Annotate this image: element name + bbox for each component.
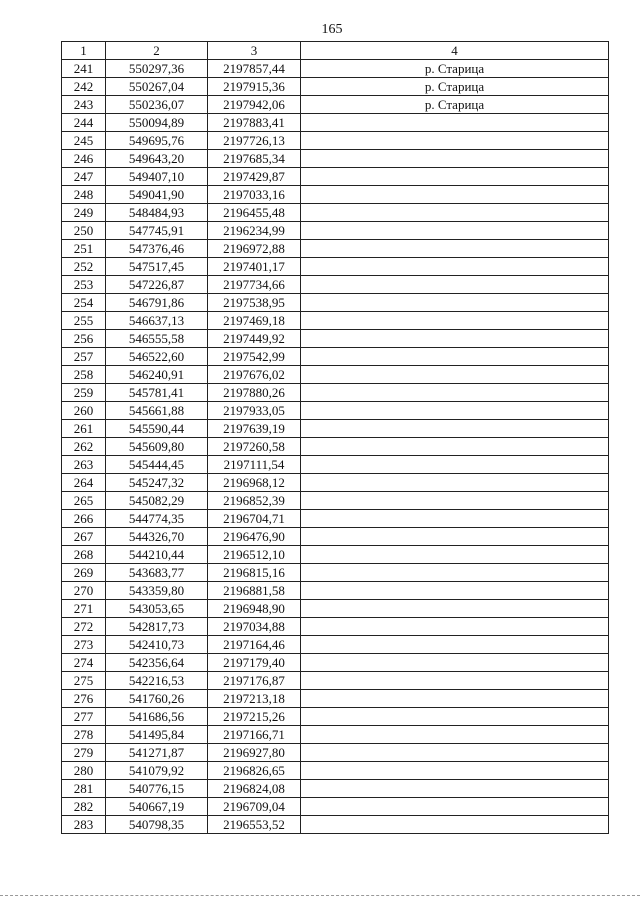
table-row xyxy=(62,654,609,672)
note-cell xyxy=(301,672,609,690)
point-number-cell: 260 xyxy=(62,402,106,420)
table-row xyxy=(62,114,609,132)
point-number-cell: 254 xyxy=(62,294,106,312)
note-cell xyxy=(301,654,609,672)
y-coordinate-cell: 2197685,34 xyxy=(208,150,301,168)
table-row xyxy=(62,726,609,744)
table-row xyxy=(62,816,609,834)
y-coordinate-cell: 2197734,66 xyxy=(208,276,301,294)
note-cell xyxy=(301,780,609,798)
table-row xyxy=(62,636,609,654)
point-number-cell: 242 xyxy=(62,78,106,96)
point-number-cell: 264 xyxy=(62,474,106,492)
table-row xyxy=(62,528,609,546)
point-number-cell: 265 xyxy=(62,492,106,510)
point-number-cell: 268 xyxy=(62,546,106,564)
x-coordinate-cell: 549041,90 xyxy=(106,186,208,204)
note-cell xyxy=(301,150,609,168)
note-cell xyxy=(301,438,609,456)
table-row xyxy=(62,276,609,294)
note-cell xyxy=(301,240,609,258)
note-cell xyxy=(301,816,609,834)
x-coordinate-cell: 550297,36 xyxy=(106,60,208,78)
table-row xyxy=(62,78,609,96)
y-coordinate-cell: 2197449,92 xyxy=(208,330,301,348)
page-number: 165 xyxy=(321,22,343,37)
y-coordinate-cell: 2197469,18 xyxy=(208,312,301,330)
point-number-cell: 258 xyxy=(62,366,106,384)
point-number-cell: 247 xyxy=(62,168,106,186)
x-coordinate-cell: 549695,76 xyxy=(106,132,208,150)
note-cell xyxy=(301,366,609,384)
table-row xyxy=(62,420,609,438)
y-coordinate-cell: 2197880,26 xyxy=(208,384,301,402)
x-coordinate-cell: 541079,92 xyxy=(106,762,208,780)
point-number-cell: 244 xyxy=(62,114,106,132)
x-coordinate-cell: 549643,20 xyxy=(106,150,208,168)
y-coordinate-cell: 2196826,65 xyxy=(208,762,301,780)
note-cell xyxy=(301,222,609,240)
y-coordinate-cell: 2197429,87 xyxy=(208,168,301,186)
y-coordinate-cell: 2196824,08 xyxy=(208,780,301,798)
y-coordinate-cell: 2197176,87 xyxy=(208,672,301,690)
point-number-cell: 273 xyxy=(62,636,106,654)
point-number-cell: 255 xyxy=(62,312,106,330)
table-row xyxy=(62,582,609,600)
point-number-cell: 241 xyxy=(62,60,106,78)
note-cell xyxy=(301,474,609,492)
point-number-cell: 270 xyxy=(62,582,106,600)
x-coordinate-cell: 546555,58 xyxy=(106,330,208,348)
y-coordinate-cell: 2197164,46 xyxy=(208,636,301,654)
table-row xyxy=(62,474,609,492)
x-coordinate-cell: 550094,89 xyxy=(106,114,208,132)
y-coordinate-cell: 2197179,40 xyxy=(208,654,301,672)
point-number-cell: 266 xyxy=(62,510,106,528)
table-row xyxy=(62,150,609,168)
point-number-cell: 245 xyxy=(62,132,106,150)
table-row xyxy=(62,438,609,456)
x-coordinate-cell: 541686,56 xyxy=(106,708,208,726)
note-cell xyxy=(301,582,609,600)
y-coordinate-cell: 2197213,18 xyxy=(208,690,301,708)
note-cell xyxy=(301,708,609,726)
x-coordinate-cell: 546791,86 xyxy=(106,294,208,312)
note-cell xyxy=(301,402,609,420)
y-coordinate-cell: 2197111,54 xyxy=(208,456,301,474)
point-number-cell: 269 xyxy=(62,564,106,582)
point-number-cell: 261 xyxy=(62,420,106,438)
table-body xyxy=(62,60,609,834)
x-coordinate-cell: 545609,80 xyxy=(106,438,208,456)
table-row xyxy=(62,456,609,474)
table-row xyxy=(62,96,609,114)
coordinates-table xyxy=(61,41,609,834)
x-coordinate-cell: 547226,87 xyxy=(106,276,208,294)
x-coordinate-cell: 545444,45 xyxy=(106,456,208,474)
y-coordinate-cell: 2197676,02 xyxy=(208,366,301,384)
x-coordinate-cell: 550267,04 xyxy=(106,78,208,96)
note-cell xyxy=(301,492,609,510)
table-row xyxy=(62,312,609,330)
column-header-4: 4 xyxy=(301,42,609,60)
table-row xyxy=(62,618,609,636)
y-coordinate-cell: 2196881,58 xyxy=(208,582,301,600)
note-cell xyxy=(301,744,609,762)
y-coordinate-cell: 2196968,12 xyxy=(208,474,301,492)
table-row xyxy=(62,672,609,690)
note-cell: р. Старица xyxy=(301,60,609,78)
note-cell xyxy=(301,114,609,132)
x-coordinate-cell: 550236,07 xyxy=(106,96,208,114)
x-coordinate-cell: 540667,19 xyxy=(106,798,208,816)
point-number-cell: 271 xyxy=(62,600,106,618)
table-row xyxy=(62,348,609,366)
column-header-2: 2 xyxy=(106,42,208,60)
table-row xyxy=(62,798,609,816)
table-row xyxy=(62,762,609,780)
point-number-cell: 267 xyxy=(62,528,106,546)
x-coordinate-cell: 545781,41 xyxy=(106,384,208,402)
y-coordinate-cell: 2196476,90 xyxy=(208,528,301,546)
note-cell xyxy=(301,798,609,816)
y-coordinate-cell: 2197033,16 xyxy=(208,186,301,204)
note-cell xyxy=(301,762,609,780)
y-coordinate-cell: 2197542,99 xyxy=(208,348,301,366)
note-cell xyxy=(301,204,609,222)
y-coordinate-cell: 2197538,95 xyxy=(208,294,301,312)
table-row xyxy=(62,204,609,222)
point-number-cell: 272 xyxy=(62,618,106,636)
y-coordinate-cell: 2196852,39 xyxy=(208,492,301,510)
y-coordinate-cell: 2196972,88 xyxy=(208,240,301,258)
x-coordinate-cell: 542216,53 xyxy=(106,672,208,690)
note-cell xyxy=(301,600,609,618)
x-coordinate-cell: 543683,77 xyxy=(106,564,208,582)
x-coordinate-cell: 547745,91 xyxy=(106,222,208,240)
y-coordinate-cell: 2197933,05 xyxy=(208,402,301,420)
point-number-cell: 283 xyxy=(62,816,106,834)
note-cell xyxy=(301,276,609,294)
y-coordinate-cell: 2196512,10 xyxy=(208,546,301,564)
point-number-cell: 251 xyxy=(62,240,106,258)
note-cell: р. Старица xyxy=(301,96,609,114)
table-row xyxy=(62,240,609,258)
x-coordinate-cell: 543053,65 xyxy=(106,600,208,618)
x-coordinate-cell: 545661,88 xyxy=(106,402,208,420)
point-number-cell: 274 xyxy=(62,654,106,672)
x-coordinate-cell: 547517,45 xyxy=(106,258,208,276)
table-row xyxy=(62,744,609,762)
table-row xyxy=(62,132,609,150)
x-coordinate-cell: 542356,64 xyxy=(106,654,208,672)
y-coordinate-cell: 2197915,36 xyxy=(208,78,301,96)
point-number-cell: 257 xyxy=(62,348,106,366)
x-coordinate-cell: 541760,26 xyxy=(106,690,208,708)
point-number-cell: 259 xyxy=(62,384,106,402)
x-coordinate-cell: 544774,35 xyxy=(106,510,208,528)
y-coordinate-cell: 2197857,44 xyxy=(208,60,301,78)
x-coordinate-cell: 545247,32 xyxy=(106,474,208,492)
table-row xyxy=(62,564,609,582)
table-row xyxy=(62,492,609,510)
table-row xyxy=(62,690,609,708)
point-number-cell: 276 xyxy=(62,690,106,708)
y-coordinate-cell: 2196553,52 xyxy=(208,816,301,834)
point-number-cell: 263 xyxy=(62,456,106,474)
point-number-cell: 262 xyxy=(62,438,106,456)
x-coordinate-cell: 546240,91 xyxy=(106,366,208,384)
y-coordinate-cell: 2197166,71 xyxy=(208,726,301,744)
y-coordinate-cell: 2196948,90 xyxy=(208,600,301,618)
table-row xyxy=(62,546,609,564)
table-row xyxy=(62,186,609,204)
x-coordinate-cell: 541271,87 xyxy=(106,744,208,762)
note-cell xyxy=(301,618,609,636)
note-cell: р. Старица xyxy=(301,78,609,96)
point-number-cell: 250 xyxy=(62,222,106,240)
y-coordinate-cell: 2196709,04 xyxy=(208,798,301,816)
note-cell xyxy=(301,348,609,366)
point-number-cell: 256 xyxy=(62,330,106,348)
y-coordinate-cell: 2197726,13 xyxy=(208,132,301,150)
y-coordinate-cell: 2197942,06 xyxy=(208,96,301,114)
note-cell xyxy=(301,312,609,330)
note-cell xyxy=(301,546,609,564)
note-cell xyxy=(301,456,609,474)
x-coordinate-cell: 544326,70 xyxy=(106,528,208,546)
point-number-cell: 248 xyxy=(62,186,106,204)
y-coordinate-cell: 2196815,16 xyxy=(208,564,301,582)
point-number-cell: 279 xyxy=(62,744,106,762)
table-row xyxy=(62,780,609,798)
table-row xyxy=(62,222,609,240)
table-row xyxy=(62,366,609,384)
table-row xyxy=(62,330,609,348)
x-coordinate-cell: 546522,60 xyxy=(106,348,208,366)
point-number-cell: 252 xyxy=(62,258,106,276)
table-row xyxy=(62,168,609,186)
table-row xyxy=(62,600,609,618)
table-row xyxy=(62,258,609,276)
y-coordinate-cell: 2197639,19 xyxy=(208,420,301,438)
x-coordinate-cell: 543359,80 xyxy=(106,582,208,600)
y-coordinate-cell: 2196455,48 xyxy=(208,204,301,222)
note-cell xyxy=(301,384,609,402)
note-cell xyxy=(301,168,609,186)
table-row xyxy=(62,510,609,528)
x-coordinate-cell: 542410,73 xyxy=(106,636,208,654)
x-coordinate-cell: 545082,29 xyxy=(106,492,208,510)
x-coordinate-cell: 541495,84 xyxy=(106,726,208,744)
y-coordinate-cell: 2197260,58 xyxy=(208,438,301,456)
table-row xyxy=(62,384,609,402)
y-coordinate-cell: 2197401,17 xyxy=(208,258,301,276)
note-cell xyxy=(301,258,609,276)
note-cell xyxy=(301,528,609,546)
column-header-3: 3 xyxy=(208,42,301,60)
table-row xyxy=(62,708,609,726)
x-coordinate-cell: 540776,15 xyxy=(106,780,208,798)
x-coordinate-cell: 549407,10 xyxy=(106,168,208,186)
point-number-cell: 249 xyxy=(62,204,106,222)
point-number-cell: 275 xyxy=(62,672,106,690)
x-coordinate-cell: 548484,93 xyxy=(106,204,208,222)
note-cell xyxy=(301,420,609,438)
y-coordinate-cell: 2197034,88 xyxy=(208,618,301,636)
x-coordinate-cell: 540798,35 xyxy=(106,816,208,834)
note-cell xyxy=(301,132,609,150)
note-cell xyxy=(301,294,609,312)
table-row xyxy=(62,60,609,78)
x-coordinate-cell: 547376,46 xyxy=(106,240,208,258)
y-coordinate-cell: 2196234,99 xyxy=(208,222,301,240)
note-cell xyxy=(301,564,609,582)
point-number-cell: 278 xyxy=(62,726,106,744)
table-row xyxy=(62,294,609,312)
table-row xyxy=(62,402,609,420)
note-cell xyxy=(301,510,609,528)
point-number-cell: 281 xyxy=(62,780,106,798)
point-number-cell: 282 xyxy=(62,798,106,816)
note-cell xyxy=(301,186,609,204)
note-cell xyxy=(301,726,609,744)
note-cell xyxy=(301,636,609,654)
x-coordinate-cell: 546637,13 xyxy=(106,312,208,330)
column-header-1: 1 xyxy=(62,42,106,60)
point-number-cell: 280 xyxy=(62,762,106,780)
y-coordinate-cell: 2197215,26 xyxy=(208,708,301,726)
x-coordinate-cell: 544210,44 xyxy=(106,546,208,564)
note-cell xyxy=(301,330,609,348)
x-coordinate-cell: 542817,73 xyxy=(106,618,208,636)
point-number-cell: 277 xyxy=(62,708,106,726)
y-coordinate-cell: 2196704,71 xyxy=(208,510,301,528)
point-number-cell: 246 xyxy=(62,150,106,168)
y-coordinate-cell: 2197883,41 xyxy=(208,114,301,132)
point-number-cell: 243 xyxy=(62,96,106,114)
point-number-cell: 253 xyxy=(62,276,106,294)
table-header-row xyxy=(62,42,609,60)
note-cell xyxy=(301,690,609,708)
x-coordinate-cell: 545590,44 xyxy=(106,420,208,438)
y-coordinate-cell: 2196927,80 xyxy=(208,744,301,762)
page-edge-line xyxy=(0,895,640,896)
